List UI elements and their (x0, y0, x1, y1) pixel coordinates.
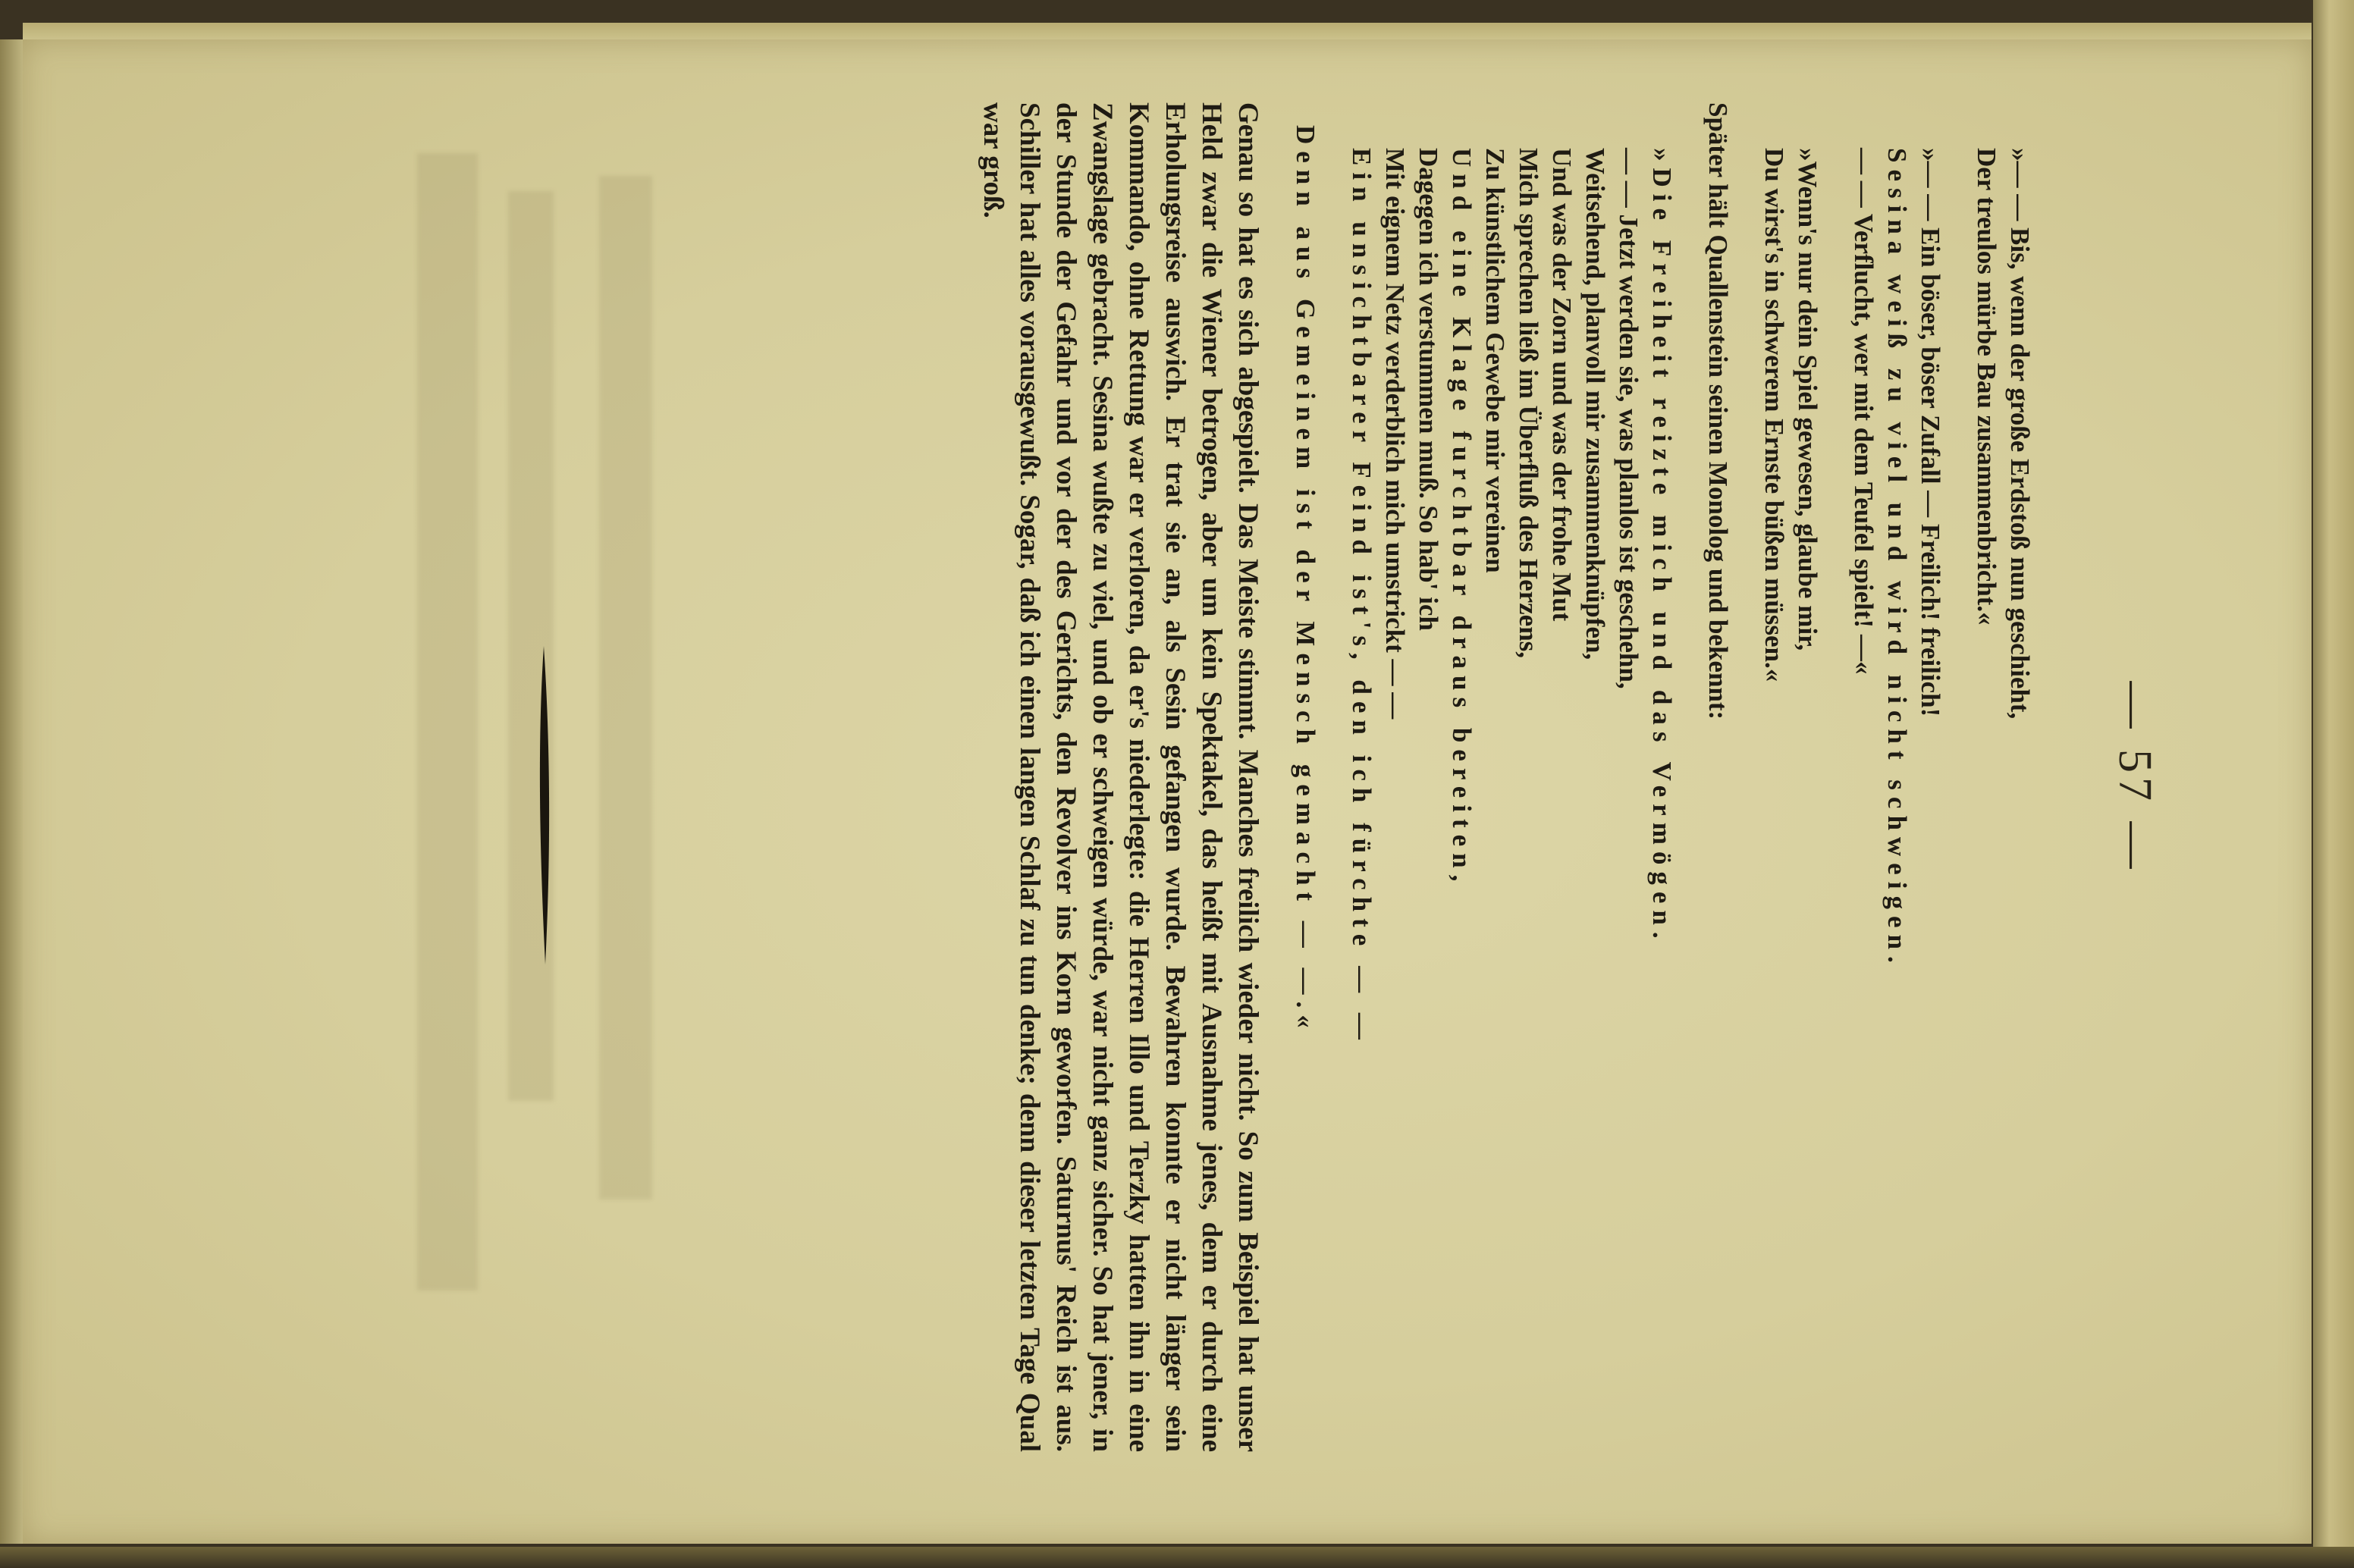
paragraph: Genau so hat es sich abgespielt. Das Meiste stimmt. Manches freilich wieder nicht. So zum Beispiel hat unser Held zwar die Wiener betrogen, aber um kein Spektakel, das heißt mit Ausnahme jenes, dem er durch eine Erholungsreise auswich. Er trat sie an, als Sesin gefangen wurde. Bewahren konnte er nicht länger sein Kommando, ohne Rettung war er verloren, da er's niederlegte: die Herren Illo und Terzky hatten ihn in eine Zwangslage gebracht. Sesina wußte zu viel, und ob er schweigen würde, war nicht ganz sicher. So hat jener, in der Stunde der Gefahr und vor der des Gerichts, den Revolver ins Korn geworfen. Saturnus' Reich ist aus. Schiller hat alles vorausgewußt. Sogar, daß ich einen langen Schlaf zu tun denke; denn dieser letzten Tage Qual war groß. (978, 102, 1263, 1452)
page-bottom-edge (0, 1547, 2354, 1568)
verse-line: Ein unsichtbarer Feind ist's, den ich fürchte — — (1347, 148, 1376, 1046)
verse-line: Weitsehend, planvoll mir zusammenknüpfen, (1580, 148, 1610, 660)
verse-line: Denn aus Gemeinem ist der Mensch gemacht — —.« (1291, 125, 1320, 1035)
verse-line: Mit eignem Netz verderblich mich umstrickt — — (1380, 148, 1410, 720)
page-body (975, 102, 2036, 1452)
verse-line: Der treulos mürbe Bau zusammenbricht.« (1972, 148, 2001, 626)
verse-line: Zu künstlichem Gewebe mir vereinen (1480, 148, 1510, 573)
ink-smudge (527, 646, 560, 964)
verse-line: »Die Freiheit reizte mich und das Vermögen. (1647, 148, 1677, 946)
verse-line: »— — Bis, wenn der große Erdstoß nun geschieht, (2005, 148, 2035, 720)
block-gap (1322, 102, 1345, 1452)
verse-line: Mich sprechen ließ im Überfluß des Herzens, (1514, 148, 1543, 659)
block-gap (1734, 102, 1757, 1452)
book-binding (2313, 0, 2354, 1568)
verse-line: Dagegen ich verstummen muß. So hab' ich (1414, 148, 1443, 631)
verse-line: Und was der Zorn und was der frohe Mut (1547, 148, 1577, 622)
verse-line: Sesina weiß zu viel und wird nicht schweigen. (1882, 148, 1912, 970)
verse-line: Und eine Klage furchtbar draus bereiten, (1447, 148, 1477, 889)
verse-line: Du wirst's in schwerem Ernste büßen müssen.« (1759, 148, 1789, 682)
verse-line: — — Jetzt werden sie, was planlos ist geschehn, (1614, 148, 1643, 689)
block-gap (1266, 102, 1288, 1452)
verse-line: »Wenn's nur dein Spiel gewesen, glaube mir, (1793, 148, 1822, 651)
page-number: — 57 — (2109, 681, 2161, 873)
block-gap (1678, 102, 1701, 1452)
page-text-rotated (849, 102, 2161, 1452)
block-gap (1824, 102, 1847, 1452)
block-gap (1947, 102, 1970, 1452)
verse-line: — — Verflucht, wer mit dem Teufel spielt! —« (1849, 148, 1878, 675)
prose-line: Später hält Quallenstein seinen Monolog und bekennt: (1703, 102, 1733, 720)
verse-line: »— — Ein böser, böser Zufall — Freilich! freilich! (1916, 148, 1945, 717)
bleed-through-column (599, 176, 652, 1200)
bleed-through-column (417, 153, 478, 1290)
